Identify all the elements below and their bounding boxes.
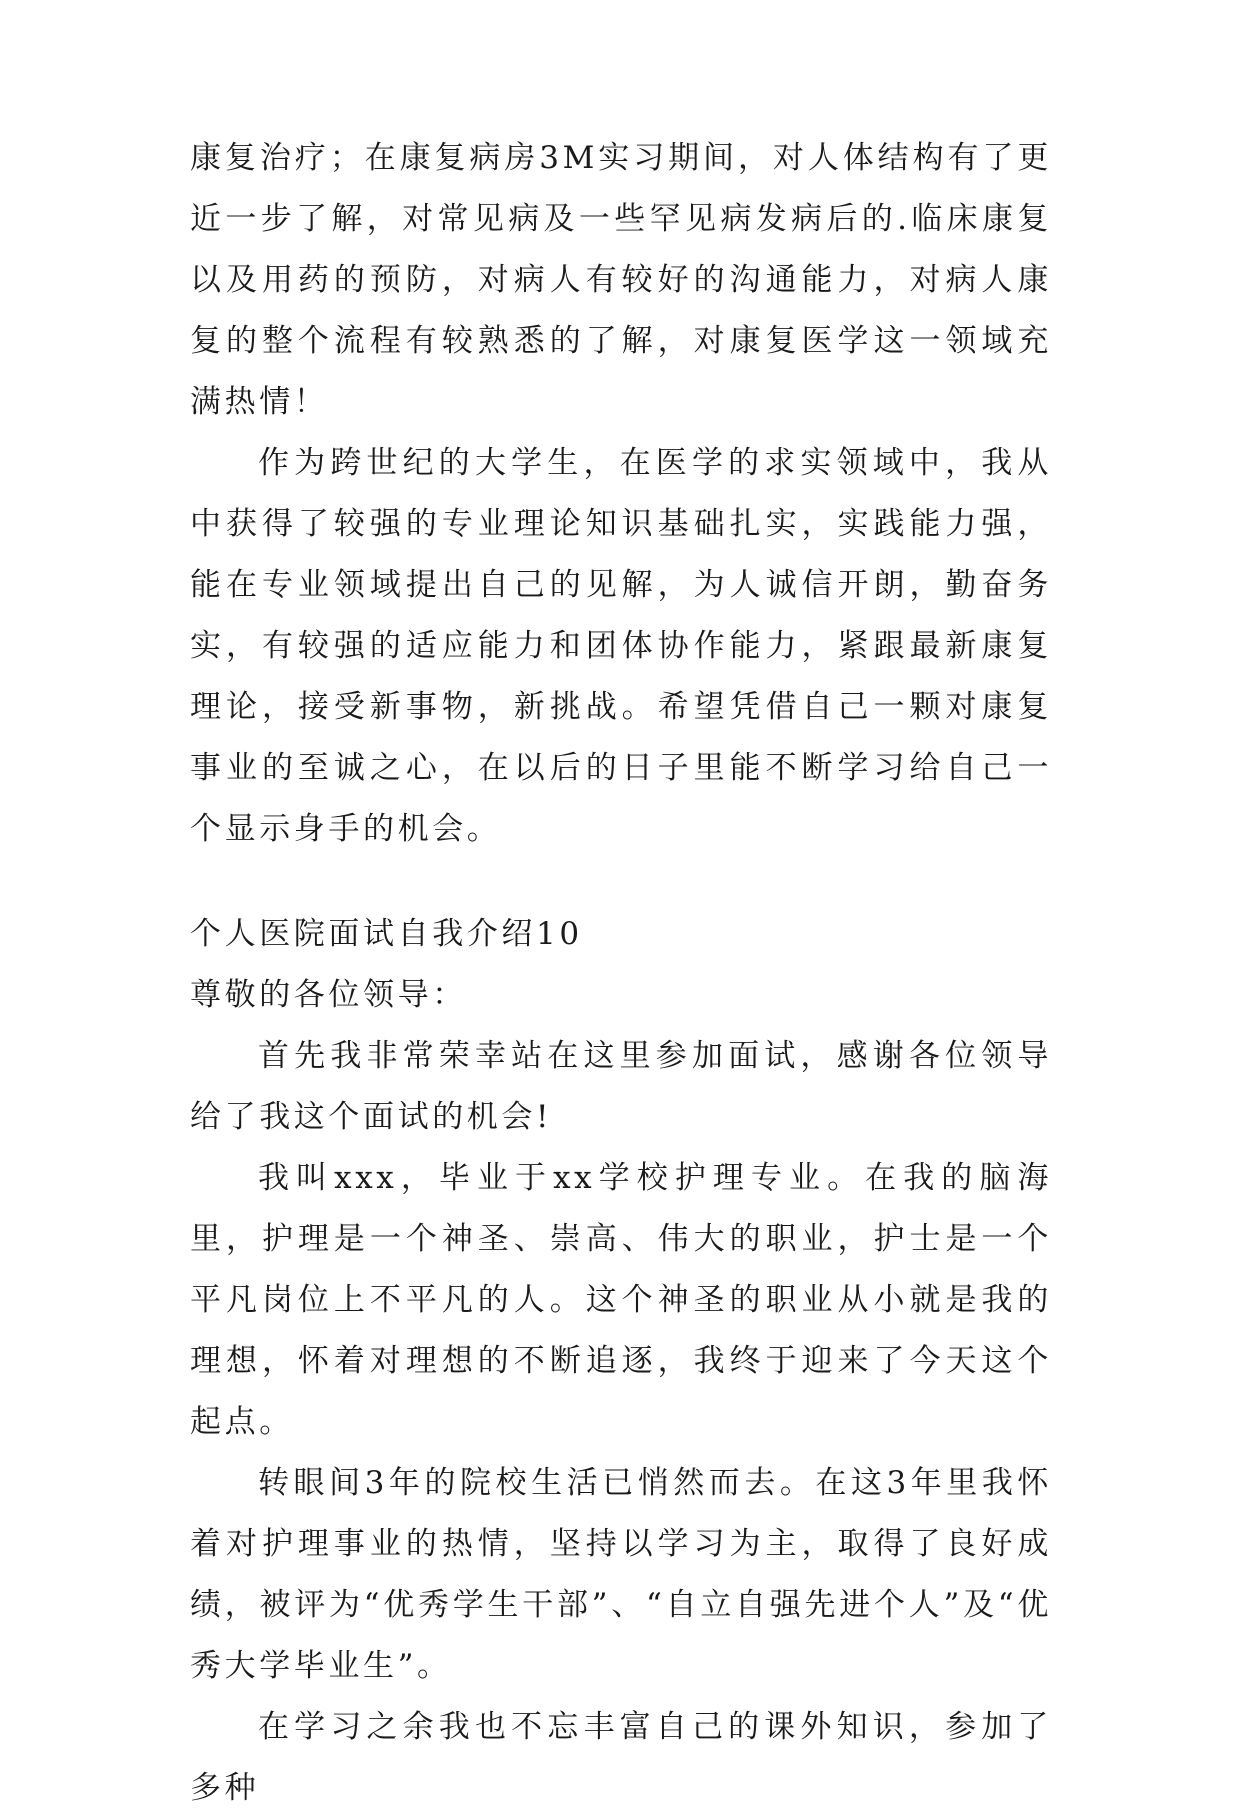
continuation-paragraph-2: 作为跨世纪的大学生，在医学的求实领域中，我从中获得了较强的专业理论知识基础扎实，实践能力强，能在专业领域提出自己的见解，为人诚信开朗，勤奋务实，有较强的适应能力和团体协作能力，紧跟最新康复理论，接受新事物，新挑战。希望凭借自己一颗对康复事业的至诚之心，在以后的日子里能不断学习给自己一个显示身手的机会。 <box>190 445 1052 847</box>
section-paragraph-1: 首先我非常荣幸站在这里参加面试，感谢各位领导给了我这个面试的机会! <box>190 1038 1052 1135</box>
section-spacer <box>190 860 1052 904</box>
document-page <box>190 128 1052 1819</box>
section-paragraph-2: 我叫xxx，毕业于xx学校护理专业。在我的脑海里，护理是一个神圣、崇高、伟大的职业，护士是一个平凡岗位上不平凡的人。这个神圣的职业从小就是我的理想，怀着对理想的不断追逐，我终于迎来了今天这个起点。 <box>190 1160 1052 1440</box>
section-title: 个人医院面试自我介绍10 <box>190 916 583 952</box>
section-paragraph-3: 转眼间3年的院校生活已悄然而去。在这3年里我怀着对护理事业的热情，坚持以学习为主，取得了良好成绩，被评为“优秀学生干部”、“自立自强先进个人”及“优秀大学毕业生”。 <box>190 1465 1052 1684</box>
continuation-paragraph-1: 康复治疗；在康复病房3M实习期间，对人体结构有了更近一步了解，对常见病及一些罕见病发病后的.临床康复以及用药的预防，对病人有较好的沟通能力，对病人康复的整个流程有较熟悉的了解，对康复医学这一领域充满热情！ <box>190 140 1052 420</box>
salutation: 尊敬的各位领导： <box>190 977 467 1013</box>
section-paragraph-4: 在学习之余我也不忘丰富自己的课外知识，参加了多种 <box>190 1709 1052 1806</box>
